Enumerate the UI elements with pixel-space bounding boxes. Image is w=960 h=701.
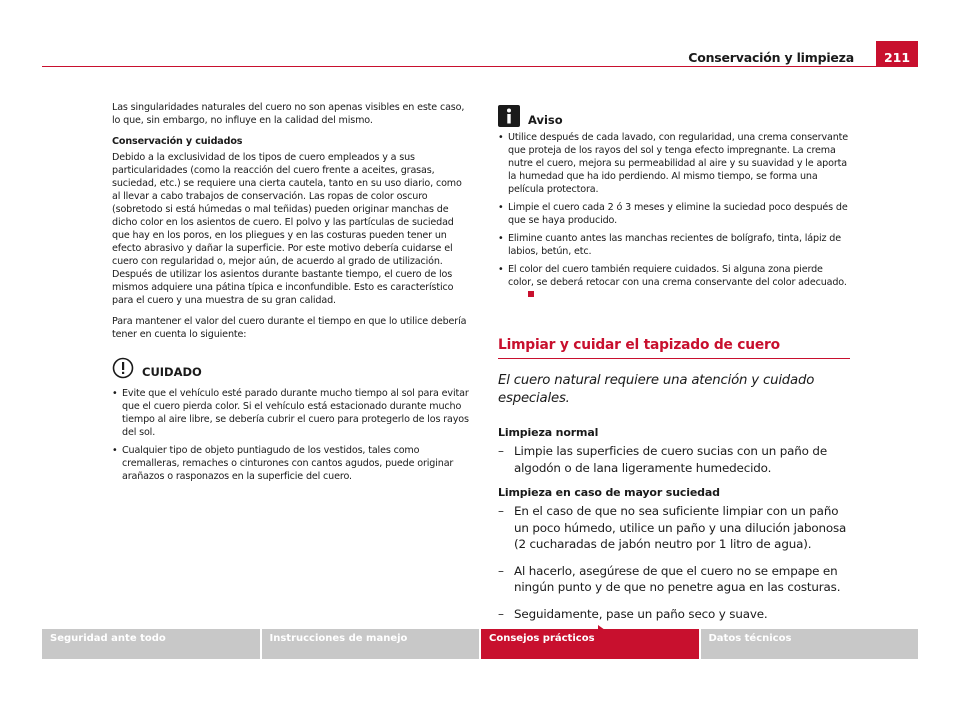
aviso-item: • El color del cuero también requiere cuidados. Si alguna zona pierde color, se deberá retocar con una crema conservante del color adecuado. [498,263,850,302]
bullet-icon: • [498,202,504,213]
subheading-normal-cleaning: Limpieza normal [498,426,599,439]
step-item: – Limpie las superficies de cuero sucias con un paño de algodón o de lana ligeramente humedecido. [498,444,827,475]
caution-label: CUIDADO [142,365,202,379]
section-end-marker-icon [528,291,534,297]
caution-item: • Cualquier tipo de objeto puntiagudo de los vestidos, tales como cremalleras, remaches o cinturones con cantos agudos, puede originar arañazos o rasponazos en la superficie del cuero. [112,445,454,482]
warning-circle-icon [112,357,134,379]
aviso-item: • Utilice después de cada lavado, con regularidad, una crema conservante que proteja de los rayos del sol y tenga efecto impregnante. La crema nutre el cuero, mejora su permeabilidad al aire y su suavidad y le aporta la humedad que ha ido perdiendo. Al mismo tiempo, se forma una película protectora. [498,132,849,195]
step-item: – En el caso de que no sea suficiente limpiar con un paño un poco húmedo, utilice un paño y una dilución jabonosa (2 cucharadas de jabón neutro por 1 litro de agua). [498,504,847,551]
section-intro: El cuero natural requiere una atención y cuidado especiales. [498,373,815,406]
dash-icon: – [498,504,504,518]
footer-tab-instrucciones[interactable]: Instrucciones de manejo [262,629,480,659]
subheading-heavy-cleaning: Limpieza en caso de mayor suciedad [498,486,720,499]
chapter-title: Conservación y limpieza [688,50,854,65]
body-paragraph-2: Para mantener el valor del cuero durante el tiempo en que lo utilice debería tener en cuenta lo siguiente: [112,316,467,340]
subheading-care: Conservación y cuidados [112,136,243,147]
aviso-label: Aviso [528,113,563,127]
bullet-icon: • [498,264,504,275]
info-note-icon [498,105,520,127]
dash-icon: – [498,444,504,458]
page-header [0,0,960,70]
bullet-icon: • [112,445,118,456]
intro-paragraph: Las singularidades naturales del cuero no son apenas visibles en este caso, lo que, sin embargo, no influye en la calidad del mismo. [112,102,465,126]
step-item: – Seguidamente, pase un paño seco y suave. [498,606,850,639]
caution-item: • Evite que el vehículo esté parado durante mucho tiempo al sol para evitar que el cuero pierda color. Si el vehículo está estacionado durante mucho tiempo al aire libre, se debería cubrir el cuero para protegerlo de los rayos del sol. [112,388,469,438]
footer-tab-datos[interactable]: Datos técnicos [701,629,919,659]
footer-tab-consejos[interactable]: Consejos prácticos [481,629,699,659]
section-title: Limpiar y cuidar el tapizado de cuero [498,336,850,359]
header-rule [42,66,876,67]
left-column [112,101,469,488]
aviso-heading [498,101,850,127]
right-column [498,101,850,649]
body-paragraph: Debido a la exclusividad de los tipos de cuero empleados y a sus particularidades (como la reacción del cuero frente a aceites, grasas, suciedad, etc.) se requiere una cierta cautela, tanto en su uso diario, como al llevar a cabo trabajos de conservación. Las ropas de color oscuro (sobretodo si está húmedas o mal teñidas) pueden originar manchas de dicho color en los asientos de cuero. El polvo y las partículas de suciedad que hay en los poros, en los pliegues y en las costuras pueden tener un efecto abrasivo y dañar la superficie. Por este motivo debería cuidarse el cuero con regularidad o, mejor aún, de acuerdo al grado de utilización. Después de utilizar los asientos durante bastante tiempo, el cuero de los mismos adquiere una pátina típica e inconfundible. Esto es característico para el cuero y una muestra de su gran calidad. [112,152,462,306]
aviso-item: • Limpie el cuero cada 2 ó 3 meses y elimine la suciedad poco después de que se haya producido. [498,202,848,226]
caution-heading [112,353,469,379]
footer-nav [42,629,918,659]
aviso-item: • Elimine cuanto antes las manchas recientes de bolígrafo, tinta, lápiz de labios, betún, etc. [498,233,841,257]
dash-icon: – [498,606,504,621]
bullet-icon: • [498,233,504,244]
dash-icon: – [498,563,504,578]
bullet-icon: • [112,388,118,399]
bullet-icon: • [498,132,504,143]
step-item: – Al hacerlo, asegúrese de que el cuero no se empape en ningún punto y de que no penetre agua en las costuras. [498,563,841,594]
footer-tab-seguridad[interactable]: Seguridad ante todo [42,629,260,659]
page-number: 211 [876,41,918,67]
